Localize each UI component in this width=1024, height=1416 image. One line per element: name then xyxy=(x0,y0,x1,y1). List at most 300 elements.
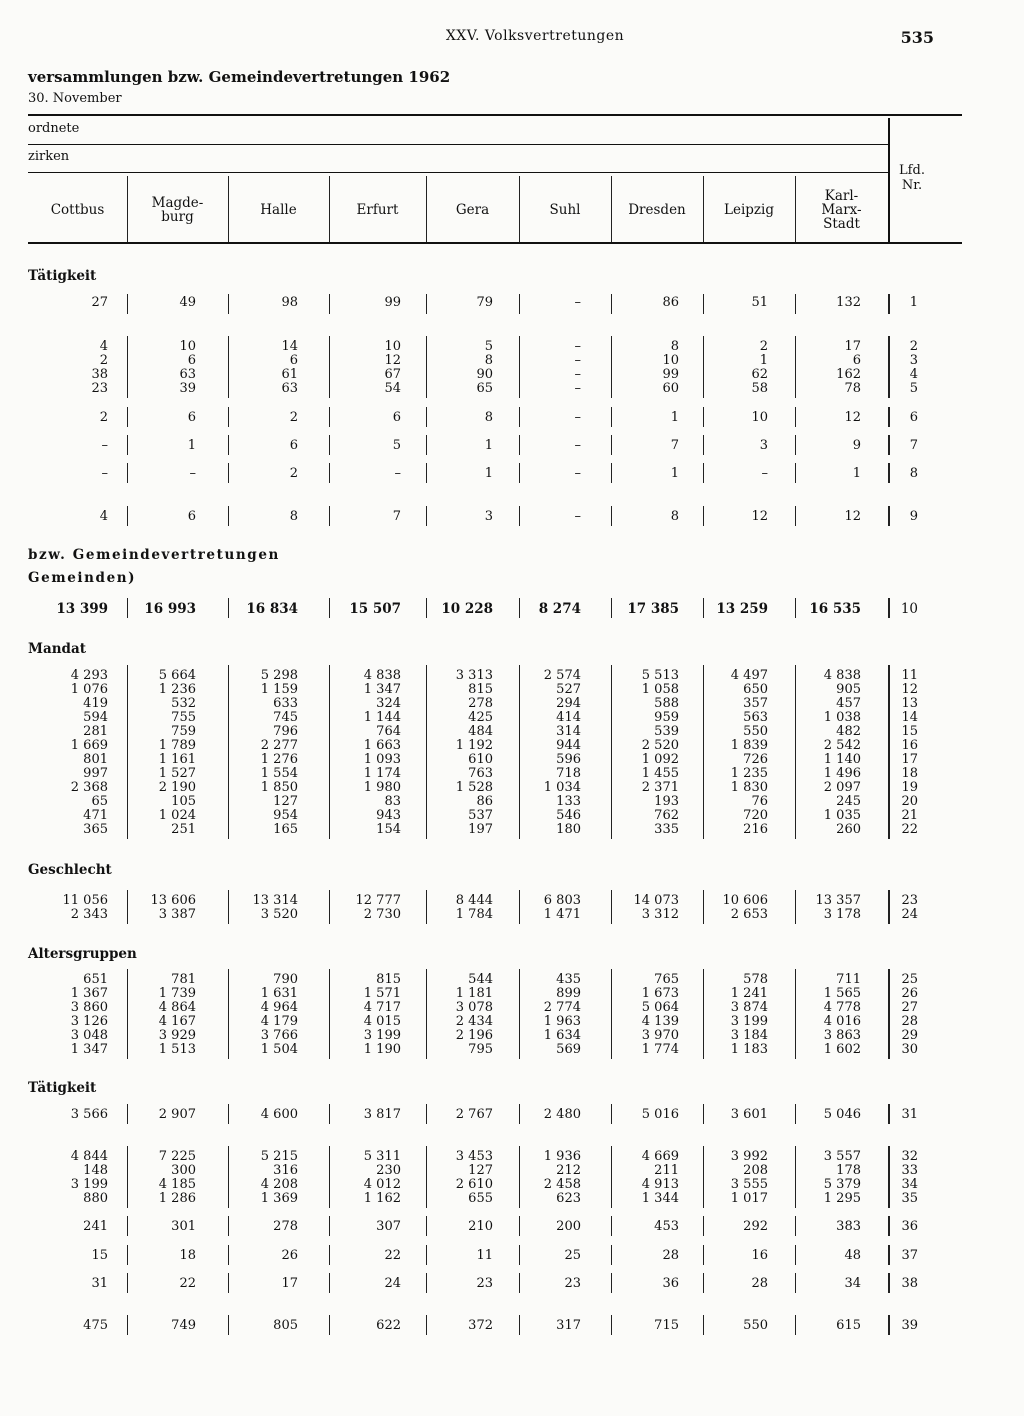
table-cell: 5 xyxy=(484,339,493,354)
table-cell: 4 864 xyxy=(158,1000,196,1015)
table-cell: 294 xyxy=(556,696,581,711)
column-separator xyxy=(519,665,520,839)
row-number: 15 xyxy=(901,724,918,739)
table-cell: 623 xyxy=(556,1191,581,1206)
table-cell: 5 513 xyxy=(641,668,679,683)
column-separator xyxy=(888,665,890,839)
column-separator xyxy=(611,463,612,483)
column-separator xyxy=(611,506,612,526)
row-number: 20 xyxy=(901,794,918,809)
table-cell: 588 xyxy=(654,696,679,711)
table-cell: 6 xyxy=(187,509,196,524)
table-cell: 1 276 xyxy=(260,752,298,767)
table-cell: – xyxy=(574,410,581,425)
table-cell: 105 xyxy=(171,794,196,809)
table-cell: 2 730 xyxy=(363,907,401,922)
table-cell: 4 xyxy=(99,339,108,354)
table-cell: 4 717 xyxy=(363,1000,401,1015)
table-cell: 1 347 xyxy=(363,682,401,697)
row-number: 4 xyxy=(909,367,918,382)
table-cell: 13 314 xyxy=(252,893,298,908)
table-cell: 278 xyxy=(273,1219,298,1234)
table-cell: 65 xyxy=(91,794,108,809)
row-number: 1 xyxy=(909,295,918,310)
table-cell: 86 xyxy=(662,295,679,310)
row-number: 29 xyxy=(901,1028,918,1043)
table-cell: 79 xyxy=(476,295,493,310)
table-cell: 3 601 xyxy=(730,1107,768,1122)
table-cell: 13 259 xyxy=(716,601,768,617)
table-cell: 1 830 xyxy=(730,780,768,795)
table-cell: 180 xyxy=(556,822,581,837)
table-cell: 5 064 xyxy=(641,1000,679,1015)
table-cell: 83 xyxy=(384,794,401,809)
table-cell: 3 126 xyxy=(70,1014,108,1029)
table-cell: 3 313 xyxy=(455,668,493,683)
table-cell: 78 xyxy=(844,381,861,396)
table-cell: 3 860 xyxy=(70,1000,108,1015)
column-separator xyxy=(519,336,520,398)
column-separator xyxy=(127,1146,128,1208)
table-cell: 1 235 xyxy=(730,766,768,781)
table-cell: 133 xyxy=(556,794,581,809)
table-cell: 1 839 xyxy=(730,738,768,753)
column-separator xyxy=(228,336,229,398)
table-cell: 2 774 xyxy=(543,1000,581,1015)
table-cell: 6 xyxy=(187,353,196,368)
table-cell: 1 093 xyxy=(363,752,401,767)
table-cell: 6 xyxy=(289,353,298,368)
table-cell: 1 673 xyxy=(641,986,679,1001)
page-title: versammlungen bzw. Gemeindevertretungen 1962 xyxy=(28,68,451,86)
table-cell: 4 778 xyxy=(823,1000,861,1015)
table-cell: 715 xyxy=(654,1318,679,1333)
table-cell: 3 766 xyxy=(260,1028,298,1043)
table-cell: 16 xyxy=(751,1248,768,1263)
column-separator xyxy=(228,1315,229,1335)
table-cell: – xyxy=(394,466,401,481)
section-label: Tätigkeit xyxy=(28,268,97,284)
table-cell: 4 913 xyxy=(641,1177,679,1192)
table-cell: 2 xyxy=(99,353,108,368)
column-separator xyxy=(329,435,330,455)
table-cell: 435 xyxy=(556,972,581,987)
column-separator xyxy=(888,1315,890,1335)
table-cell: 61 xyxy=(281,367,298,382)
column-separator xyxy=(703,463,704,483)
table-cell: 335 xyxy=(654,822,679,837)
table-cell: 200 xyxy=(556,1219,581,1234)
column-separator xyxy=(888,1273,890,1293)
table-cell: 31 xyxy=(91,1276,108,1291)
table-cell: 954 xyxy=(273,808,298,823)
column-separator xyxy=(888,1216,890,1236)
table-cell: 1 789 xyxy=(158,738,196,753)
table-cell: 1 347 xyxy=(70,1042,108,1057)
row-number: 22 xyxy=(901,822,918,837)
table-cell: 3 312 xyxy=(641,907,679,922)
table-cell: 759 xyxy=(171,724,196,739)
column-separator xyxy=(228,598,229,618)
table-cell: – xyxy=(101,466,108,481)
table-cell: 2 610 xyxy=(455,1177,493,1192)
table-cell: 3 078 xyxy=(455,1000,493,1015)
table-cell: – xyxy=(574,381,581,396)
table-cell: 1 159 xyxy=(260,682,298,697)
head-label-zirken: zirken xyxy=(28,149,70,164)
column-separator xyxy=(426,435,427,455)
table-cell: 2 907 xyxy=(158,1107,196,1122)
table-cell: 1 554 xyxy=(260,766,298,781)
table-cell: 5 016 xyxy=(641,1107,679,1122)
table-cell: 26 xyxy=(281,1248,298,1263)
column-separator xyxy=(888,1104,890,1124)
table-cell: 3 199 xyxy=(730,1014,768,1029)
table-cell: 3 874 xyxy=(730,1000,768,1015)
table-cell: 1 058 xyxy=(641,682,679,697)
table-cell: 5 046 xyxy=(823,1107,861,1122)
table-cell: 28 xyxy=(662,1248,679,1263)
column-separator xyxy=(426,665,427,839)
table-cell: 2 371 xyxy=(641,780,679,795)
column-separator xyxy=(329,336,330,398)
table-cell: 4 208 xyxy=(260,1177,298,1192)
column-separator xyxy=(519,1216,520,1236)
table-cell: 12 777 xyxy=(355,893,401,908)
table-cell: 8 xyxy=(484,410,493,425)
table-cell: 99 xyxy=(384,295,401,310)
table-cell: 5 298 xyxy=(260,668,298,683)
column-separator xyxy=(329,969,330,1059)
table-cell: 63 xyxy=(281,381,298,396)
column-separator xyxy=(888,1245,890,1265)
row-number: 26 xyxy=(901,986,918,1001)
column-separator xyxy=(611,294,612,314)
table-cell: 1 xyxy=(187,438,196,453)
table-cell: 13 357 xyxy=(815,893,861,908)
table-cell: 23 xyxy=(476,1276,493,1291)
row-number: 6 xyxy=(909,410,918,425)
column-separator xyxy=(228,1273,229,1293)
column-separator xyxy=(795,969,796,1059)
table-cell: 10 xyxy=(751,410,768,425)
row-number: 14 xyxy=(901,710,918,725)
table-cell: 1 183 xyxy=(730,1042,768,1057)
table-cell: 3 387 xyxy=(158,907,196,922)
row-number: 24 xyxy=(901,907,918,922)
table-cell: – xyxy=(574,367,581,382)
column-separator xyxy=(329,463,330,483)
table-cell: 7 225 xyxy=(158,1149,196,1164)
column-separator xyxy=(228,407,229,427)
row-number: 12 xyxy=(901,682,918,697)
column-separator xyxy=(611,969,612,1059)
table-cell: 2 196 xyxy=(455,1028,493,1043)
row-number: 34 xyxy=(901,1177,918,1192)
column-separator xyxy=(611,435,612,455)
table-cell: 1 144 xyxy=(363,710,401,725)
table-cell: 365 xyxy=(83,822,108,837)
table-cell: 317 xyxy=(556,1318,581,1333)
column-separator xyxy=(329,890,330,924)
section-label: Mandat xyxy=(28,641,86,657)
column-separator xyxy=(703,598,704,618)
column-separator xyxy=(611,665,612,839)
table-cell: 6 xyxy=(852,353,861,368)
column-separator xyxy=(519,1315,520,1335)
table-cell: 2 xyxy=(99,410,108,425)
table-cell: 25 xyxy=(564,1248,581,1263)
table-cell: 1 161 xyxy=(158,752,196,767)
table-cell: 86 xyxy=(476,794,493,809)
column-separator xyxy=(888,1146,890,1208)
table-cell: 1 140 xyxy=(823,752,861,767)
column-separator xyxy=(888,598,890,618)
column-separator xyxy=(228,294,229,314)
row-number: 36 xyxy=(901,1219,918,1234)
column-separator xyxy=(228,1104,229,1124)
table-cell: 959 xyxy=(654,710,679,725)
table-cell: 2 480 xyxy=(543,1107,581,1122)
row-number: 21 xyxy=(901,808,918,823)
column-separator xyxy=(426,1273,427,1293)
table-cell: 4 838 xyxy=(363,668,401,683)
table-cell: 241 xyxy=(83,1219,108,1234)
table-cell: 3 199 xyxy=(363,1028,401,1043)
column-separator xyxy=(703,506,704,526)
table-cell: 633 xyxy=(273,696,298,711)
table-cell: 300 xyxy=(171,1163,196,1178)
column-separator xyxy=(703,1315,704,1335)
column-separator xyxy=(888,890,890,924)
header-top-rule xyxy=(28,114,962,116)
table-cell: 1 236 xyxy=(158,682,196,697)
row-number: 28 xyxy=(901,1014,918,1029)
table-cell: 457 xyxy=(836,696,861,711)
table-cell: 1 035 xyxy=(823,808,861,823)
column-separator xyxy=(426,1315,427,1335)
page-subtitle: 30. November xyxy=(28,91,122,106)
table-cell: 13 399 xyxy=(56,601,108,617)
table-cell: 1 xyxy=(484,438,493,453)
column-separator xyxy=(519,506,520,526)
column-separator xyxy=(127,1273,128,1293)
table-cell: 471 xyxy=(83,808,108,823)
table-cell: 1 527 xyxy=(158,766,196,781)
column-separator xyxy=(795,1273,796,1293)
table-cell: 1 181 xyxy=(455,986,493,1001)
table-cell: 805 xyxy=(273,1318,298,1333)
table-cell: 3 557 xyxy=(823,1149,861,1164)
table-cell: 8 xyxy=(289,509,298,524)
table-cell: 15 507 xyxy=(349,601,401,617)
column-separator xyxy=(127,294,128,314)
table-cell: 4 497 xyxy=(730,668,768,683)
row-number: 30 xyxy=(901,1042,918,1057)
table-cell: 292 xyxy=(743,1219,768,1234)
table-cell: 1 038 xyxy=(823,710,861,725)
table-cell: 578 xyxy=(743,972,768,987)
table-cell: 726 xyxy=(743,752,768,767)
column-separator xyxy=(228,435,229,455)
table-cell: 7 xyxy=(392,509,401,524)
table-cell: 1 663 xyxy=(363,738,401,753)
table-cell: 12 xyxy=(844,509,861,524)
running-head: XXV. Volksvertretungen xyxy=(445,28,625,44)
column-separator xyxy=(888,336,890,398)
table-cell: 5 664 xyxy=(158,668,196,683)
table-cell: 211 xyxy=(654,1163,679,1178)
column-separator xyxy=(127,1315,128,1335)
table-cell: 16 834 xyxy=(246,601,298,617)
table-cell: 550 xyxy=(743,724,768,739)
table-cell: 537 xyxy=(468,808,493,823)
table-cell: – xyxy=(574,466,581,481)
table-cell: 3 178 xyxy=(823,907,861,922)
table-cell: 796 xyxy=(273,724,298,739)
table-cell: 154 xyxy=(376,822,401,837)
table-cell: 475 xyxy=(83,1318,108,1333)
table-cell: 13 606 xyxy=(150,893,196,908)
column-separator xyxy=(795,1216,796,1236)
table-cell: 27 xyxy=(91,295,108,310)
header-bottom-rule xyxy=(28,242,962,244)
column-separator xyxy=(426,1245,427,1265)
column-separator xyxy=(228,890,229,924)
column-separator xyxy=(329,294,330,314)
table-cell: 3 xyxy=(484,509,493,524)
table-cell: 65 xyxy=(476,381,493,396)
table-cell: 18 xyxy=(179,1248,196,1263)
table-cell: 1 496 xyxy=(823,766,861,781)
table-cell: – xyxy=(574,438,581,453)
row-number: 9 xyxy=(909,509,918,524)
table-cell: 1 174 xyxy=(363,766,401,781)
table-cell: 8 274 xyxy=(538,601,581,617)
table-cell: 4 293 xyxy=(70,668,108,683)
table-cell: 1 513 xyxy=(158,1042,196,1057)
table-cell: 1 286 xyxy=(158,1191,196,1206)
table-cell: – xyxy=(101,438,108,453)
table-cell: 22 xyxy=(384,1248,401,1263)
column-separator xyxy=(329,665,330,839)
table-cell: 3 970 xyxy=(641,1028,679,1043)
table-cell: 162 xyxy=(836,367,861,382)
column-separator xyxy=(426,1104,427,1124)
column-separator xyxy=(329,407,330,427)
table-cell: 594 xyxy=(83,710,108,725)
table-cell: 1 936 xyxy=(543,1149,581,1164)
column-separator xyxy=(519,1104,520,1124)
table-cell: 2 097 xyxy=(823,780,861,795)
table-cell: 453 xyxy=(654,1219,679,1234)
table-cell: 1 017 xyxy=(730,1191,768,1206)
column-separator xyxy=(611,407,612,427)
table-cell: 8 444 xyxy=(455,893,493,908)
column-separator xyxy=(127,1245,128,1265)
table-cell: 357 xyxy=(743,696,768,711)
column-separator xyxy=(611,1146,612,1208)
table-cell: 3 520 xyxy=(260,907,298,922)
row-number: 10 xyxy=(900,601,918,617)
table-cell: 372 xyxy=(468,1318,493,1333)
table-cell: 11 xyxy=(476,1248,493,1263)
column-separator xyxy=(127,506,128,526)
row-number: 39 xyxy=(901,1318,918,1333)
column-separator xyxy=(426,890,427,924)
column-separator xyxy=(611,336,612,398)
table-cell: 5 379 xyxy=(823,1177,861,1192)
table-cell: 210 xyxy=(468,1219,493,1234)
table-cell: 3 992 xyxy=(730,1149,768,1164)
column-separator xyxy=(228,1216,229,1236)
table-cell: 749 xyxy=(171,1318,196,1333)
row-number: 8 xyxy=(909,466,918,481)
table-cell: 2 277 xyxy=(260,738,298,753)
table-cell: 655 xyxy=(468,1191,493,1206)
table-cell: 6 803 xyxy=(543,893,581,908)
column-separator xyxy=(519,890,520,924)
table-cell: 48 xyxy=(844,1248,861,1263)
column-separator xyxy=(127,598,128,618)
table-cell: 2 653 xyxy=(730,907,768,922)
table-cell: 5 215 xyxy=(260,1149,298,1164)
column-separator xyxy=(127,407,128,427)
table-cell: 90 xyxy=(476,367,493,382)
column-separator xyxy=(228,463,229,483)
column-header: Leipzig xyxy=(724,202,774,218)
column-separator xyxy=(329,506,330,526)
table-cell: 15 xyxy=(91,1248,108,1263)
column-separator xyxy=(329,1273,330,1293)
table-cell: 2 520 xyxy=(641,738,679,753)
table-cell: 16 535 xyxy=(809,601,861,617)
table-cell: 1 602 xyxy=(823,1042,861,1057)
table-cell: – xyxy=(574,353,581,368)
table-cell: 230 xyxy=(376,1163,401,1178)
table-cell: 546 xyxy=(556,808,581,823)
table-cell: 1 963 xyxy=(543,1014,581,1029)
column-separator xyxy=(703,294,704,314)
table-cell: – xyxy=(761,466,768,481)
column-separator xyxy=(703,665,704,839)
table-cell: – xyxy=(574,509,581,524)
table-cell: 1 190 xyxy=(363,1042,401,1057)
column-separator xyxy=(519,407,520,427)
column-separator xyxy=(426,294,427,314)
column-separator xyxy=(519,435,520,455)
table-cell: 9 xyxy=(852,438,861,453)
row-number: 16 xyxy=(901,738,918,753)
table-cell: 127 xyxy=(468,1163,493,1178)
column-separator xyxy=(228,1245,229,1265)
row-number: 38 xyxy=(901,1276,918,1291)
column-separator xyxy=(426,969,427,1059)
column-header: Gera xyxy=(455,202,490,218)
row-number: 11 xyxy=(901,668,918,683)
row-number: 33 xyxy=(901,1163,918,1178)
column-separator xyxy=(228,506,229,526)
table-cell: 3 863 xyxy=(823,1028,861,1043)
table-cell: 1 367 xyxy=(70,986,108,1001)
column-separator xyxy=(426,598,427,618)
column-separator xyxy=(795,1146,796,1208)
column-separator xyxy=(888,506,890,526)
lfd-nr-label: Lfd. Nr. xyxy=(899,163,925,193)
table-cell: 781 xyxy=(171,972,196,987)
lfd-column-divider xyxy=(888,118,890,242)
head-label-ordnete: ordnete xyxy=(28,121,80,136)
